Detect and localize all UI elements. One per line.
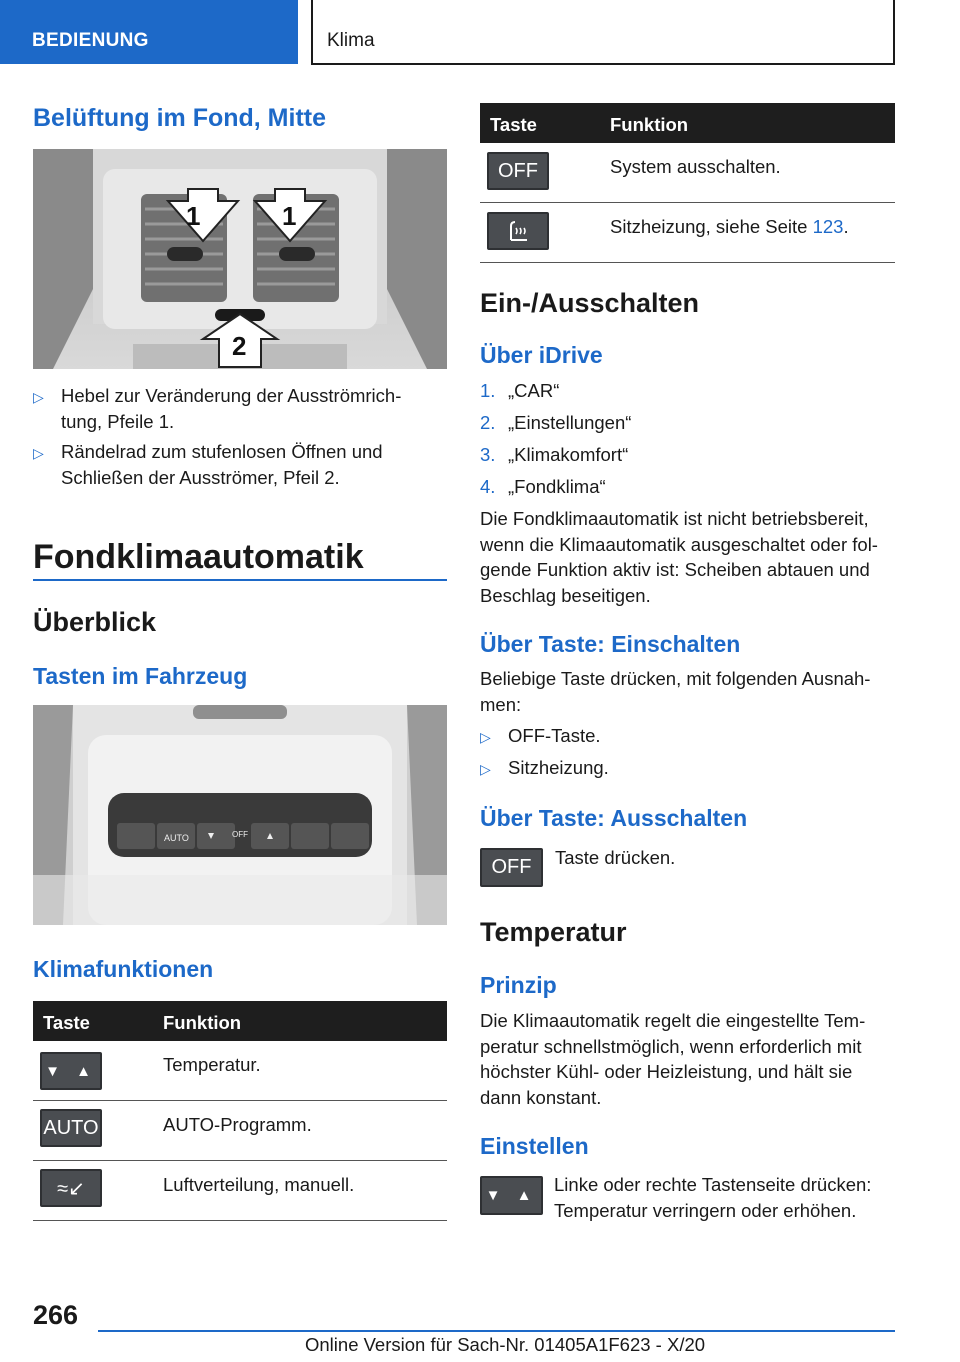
triangle-bullet-icon: ▷ bbox=[480, 761, 491, 777]
table-row: OFF System ausschalten. bbox=[480, 143, 895, 203]
page-number: 266 bbox=[33, 1300, 79, 1330]
chapter-tab bbox=[311, 0, 895, 65]
heading-fondklimaautomatik: Fondklimaautomatik bbox=[33, 538, 364, 576]
heading-temperatur: Temperatur bbox=[480, 917, 627, 947]
footer-version-text: Online Version für Sach-Nr. 01405A1F623 - X/20 bbox=[305, 1334, 706, 1355]
heading-ein-ausschalten: Ein-/Ausschalten bbox=[480, 288, 700, 318]
heading-einschalten: Über Taste: Einschalten bbox=[480, 631, 741, 657]
arrow-label-1b: 1 bbox=[282, 201, 297, 231]
heading-einstellen: Einstellen bbox=[480, 1133, 589, 1159]
chapter-title: Klima bbox=[327, 30, 375, 51]
heading-tasten: Tasten im Fahrzeug bbox=[33, 663, 248, 689]
table-header bbox=[33, 1001, 447, 1041]
heading-belueftung: Belüftung im Fond, Mitte bbox=[33, 104, 327, 132]
page-link[interactable]: 123 bbox=[812, 216, 844, 237]
triangle-bullet-icon: ▷ bbox=[480, 729, 491, 745]
air-distribution-key-icon: ≈↙ bbox=[40, 1169, 102, 1207]
temperature-key-icon: ▼ ▲ bbox=[40, 1052, 102, 1090]
section-tab bbox=[0, 0, 298, 64]
heading-ueberblick: Überblick bbox=[33, 607, 157, 637]
heading-prinzip: Prinzip bbox=[480, 972, 557, 998]
list-item: ▷ Rändelrad zum stufenlosen Öffnen und Schließen der Ausströmer, Pfeil 2. bbox=[33, 439, 447, 490]
list-item: ▷ Sitzheizung. bbox=[480, 755, 609, 783]
list-item: 1. „CAR“ bbox=[480, 380, 560, 401]
climate-functions-table-continued bbox=[480, 103, 895, 263]
heading-ausschalten: Über Taste: Ausschalten bbox=[480, 805, 748, 831]
rear-climate-panel-image bbox=[33, 705, 447, 925]
table-row: ≈↙ Luftverteilung, manuell. bbox=[33, 1161, 447, 1221]
table-row: AUTO AUTO-Programm. bbox=[33, 1101, 447, 1161]
triangle-bullet-icon: ▷ bbox=[33, 389, 44, 405]
heading-klimafunktionen: Klimafunktionen bbox=[33, 956, 214, 982]
col-funktion: Funktion bbox=[610, 114, 689, 135]
climate-functions-table bbox=[33, 1001, 447, 1221]
footer-rule bbox=[98, 1330, 895, 1332]
temperature-key-icon: ▼ ▲ bbox=[480, 1176, 543, 1215]
col-taste: Taste bbox=[490, 114, 537, 135]
list-item: 4. „Fondklima“ bbox=[480, 476, 606, 497]
paragraph-einschalten: Beliebige Taste drücken, mit folgenden Ausnah- men: bbox=[480, 668, 871, 715]
paragraph-ausschalten: Taste drücken. bbox=[555, 847, 676, 868]
rear-vent-image bbox=[33, 149, 447, 369]
table-row: ▼ ▲ Temperatur. bbox=[33, 1041, 447, 1101]
list-item: 2. „Einstellungen“ bbox=[480, 412, 632, 433]
auto-key-icon: AUTO bbox=[40, 1109, 102, 1147]
paragraph-einstellen: Linke oder rechte Tastenseite drücken: Temperatur verringern oder erhöhen. bbox=[554, 1174, 872, 1221]
heading-ueber-idrive: Über iDrive bbox=[480, 342, 603, 368]
panel-off-label: OFF bbox=[232, 830, 248, 839]
col-taste: Taste bbox=[43, 1012, 90, 1033]
seat-heating-key-icon bbox=[487, 212, 549, 250]
section-title: BEDIENUNG bbox=[32, 30, 149, 51]
triangle-bullet-icon: ▷ bbox=[33, 445, 44, 461]
arrow-label-2: 2 bbox=[232, 331, 247, 361]
col-funktion: Funktion bbox=[163, 1012, 242, 1033]
table-header bbox=[480, 103, 895, 143]
paragraph-idrive: Die Fondklimaautomatik ist nicht betriebsbereit, wenn die Klimaautomatik ausgeschaltet oder fol- gende Funktion aktiv ist: Scheiben abtauen und Beschlag beseitigen. bbox=[480, 508, 878, 606]
panel-auto-label: AUTO bbox=[164, 833, 189, 843]
heading-underline bbox=[33, 579, 447, 581]
table-row: Sitzheizung, siehe Seite 123. bbox=[480, 203, 895, 263]
list-item: ▷ OFF-Taste. bbox=[480, 723, 601, 751]
arrow-label-1a: 1 bbox=[186, 201, 201, 231]
list-item: ▷ Hebel zur Veränderung der Ausströmrich- tung, Pfeile 1. bbox=[33, 383, 447, 434]
paragraph-prinzip: Die Klimaautomatik regelt die eingestellte Tem- peratur schnellstmöglich, wenn erforderlich mit höchster Kühl- oder Heizleistung, und hält sie dann konstant. bbox=[480, 1010, 866, 1108]
off-key-icon: OFF bbox=[487, 152, 549, 190]
list-item: 3. „Klimakomfort“ bbox=[480, 444, 629, 465]
off-key-icon: OFF bbox=[480, 848, 543, 887]
